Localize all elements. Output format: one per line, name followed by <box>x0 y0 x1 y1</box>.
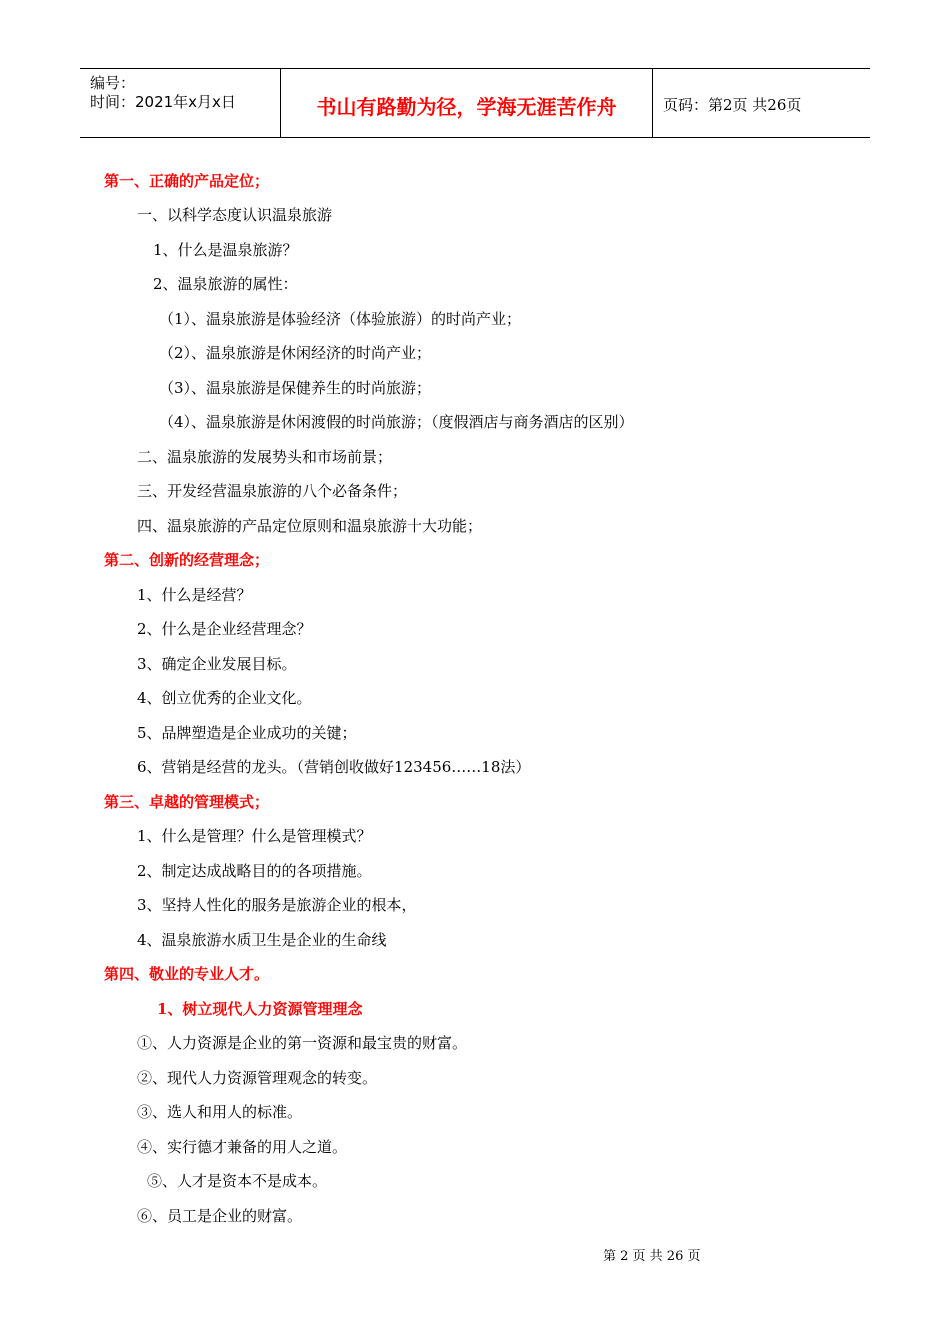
document-header <box>80 68 870 138</box>
list-item: 6、营销是经营的龙头。（营销创收做好123456……18法） <box>137 758 531 776</box>
list-item: （4）、温泉旅游是休闲渡假的时尚旅游；（度假酒店与商务酒店的区别） <box>159 413 634 431</box>
list-item: ⑤、人才是资本不是成本。 <box>147 1172 328 1190</box>
list-item: 4、温泉旅游水质卫生是企业的生命线 <box>137 931 387 949</box>
header-meta-cell <box>80 69 281 137</box>
list-item: ①、人力资源是企业的第一资源和最宝贵的财富。 <box>137 1034 468 1052</box>
section-heading-2: 第二、创新的经营理念； <box>104 551 270 569</box>
section-heading-3: 第三、卓越的管理模式； <box>104 793 270 811</box>
subsection-heading: 三、开发经营温泉旅游的八个必备条件； <box>137 482 408 500</box>
section-heading-4: 第四、敬业的专业人才。 <box>104 965 270 983</box>
page-footer: 第 2 页 共 26 页 <box>603 1249 701 1264</box>
subsection-heading-red: 1、树立现代人力资源管理理念 <box>157 1000 363 1018</box>
list-item: ④、实行德才兼备的用人之道。 <box>137 1138 348 1156</box>
list-item: 3、确定企业发展目标。 <box>137 655 297 673</box>
list-item: （1）、温泉旅游是体验经济（体验旅游）的时尚产业； <box>159 310 522 328</box>
list-item: 2、制定达成战略目的的各项措施。 <box>137 862 372 880</box>
subsection-heading: 一、以科学态度认识温泉旅游 <box>137 206 333 224</box>
page-code: 页码：第2页 共26页 <box>663 96 802 114</box>
date-label: 时间：2021年x月x日 <box>90 93 236 111</box>
list-item: 1、什么是管理？什么是管理模式？ <box>137 827 372 845</box>
header-motto-cell <box>281 69 653 137</box>
list-item: ⑥、员工是企业的财富。 <box>137 1207 303 1225</box>
number-label: 编号： <box>90 74 136 92</box>
list-item: ②、现代人力资源管理观念的转变。 <box>137 1069 378 1087</box>
list-item: 3、坚持人性化的服务是旅游企业的根本， <box>137 896 417 914</box>
section-heading-1: 第一、正确的产品定位； <box>104 172 270 190</box>
header-page-cell <box>653 69 870 137</box>
list-item: （2）、温泉旅游是休闲经济的时尚产业； <box>159 344 432 362</box>
list-item: 4、创立优秀的企业文化。 <box>137 689 312 707</box>
list-item: 2、什么是企业经营理念？ <box>137 620 312 638</box>
subsection-heading: 四、温泉旅游的产品定位原则和温泉旅游十大功能； <box>137 517 483 535</box>
list-item: 1、什么是经营？ <box>137 586 252 604</box>
list-item: （3）、温泉旅游是保健养生的时尚旅游； <box>159 379 432 397</box>
list-item: ③、选人和用人的标准。 <box>137 1103 303 1121</box>
motto: 书山有路勤为径，学海无涯苦作舟 <box>316 95 617 119</box>
list-item: 2、温泉旅游的属性： <box>153 275 298 293</box>
subsection-heading: 二、温泉旅游的发展势头和市场前景； <box>137 448 393 466</box>
list-item: 1、什么是温泉旅游？ <box>153 241 298 259</box>
list-item: 5、品牌塑造是企业成功的关键； <box>137 724 357 742</box>
